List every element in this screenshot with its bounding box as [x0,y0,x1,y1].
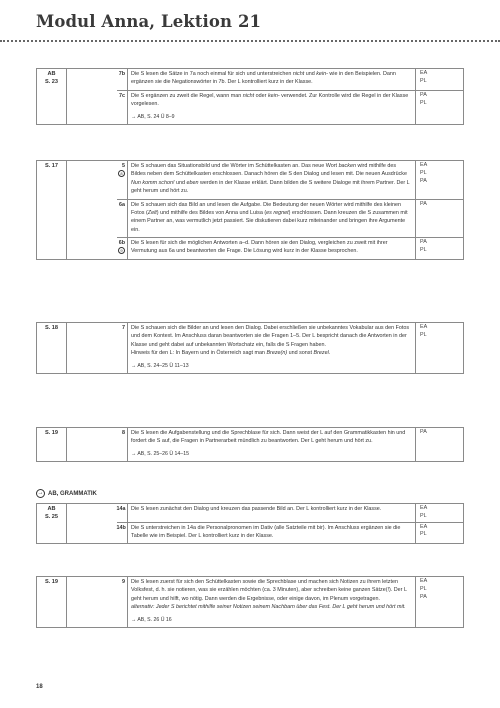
lesson-block-ab-s25 [36,503,464,544]
lesson-block-ab-s23 [36,68,464,125]
table-row: 6a Die S schauen sich das Bild an und lesen die Aufgabe. Die Bedeutung der neuen Wörter wird mithilfe des kleinen Fotos (Zelt) und mithilfe des Bildes von Anna und Luisa (es regnet) erschlossen. Dann kreuzen die S zusammen mit einem Partner an, was vermutlich jetzt passiert. Sie diskutieren dabei kurz miteinander und bringen ihre Argumente ein. PA [37,199,464,238]
exercise-number: 14b [117,522,128,544]
title-dotted-rule [0,40,500,42]
social-form: EA PL PA [416,577,464,628]
exercise-number: 9 [117,577,128,628]
social-form: PA PL [416,90,464,124]
social-form: PA PL [416,238,464,260]
social-form: EA PL [416,522,464,544]
table-row: S. 17 5 8 Die S schauen das Situationsbild und die Wörter im Schüttelkasten an. Das neue Wort backen wird mithilfe des Bildes neben dem Schüttelkasten erschlossen. Danach hören die S den Dialog und lesen mit. Die neuen Ausdrücke Nun komm schon! und eben werden in der Klasse erklärt. Dann bilden die S weitere Dialoge mit ihrem Partner. Der L geht herum und hört zu. EA PL PA [37,161,464,200]
exercise-number: 6a [117,199,128,238]
table-row: S. 18 7 Die S schauen sich die Bilder an und lesen den Dialog. Dabei erschließen sie unbekanntes Vokabular aus den Fotos und dem Kontext. Im Anschluss daran beantworten sie die Fragen 1–5. Der L bespricht danach die Antworten in der Klasse und geht dabei auf unbekannten Wortschatz ein, falls die S Fragen haben. Hinweis für den L: In Bayern und in Österreich sagt man Breze(n) und sonst Brezel. → AB, S. 24–25 Ü 11–13 EA PL [37,323,464,374]
exercise-text: Die S lesen für sich die möglichen Antworten a–d. Dann hören sie den Dialog, vergleichen zu zweit mit ihrer Vermutung aus 6a und beantworten die Frage. Die Lösung wird kurz in der Klasse besprochen. [128,238,416,260]
lesson-block-s19-b [36,576,464,628]
page-reference: S. 18 [37,323,67,374]
section-heading: → AB, GRAMMATIK [37,490,97,497]
exercise-number: 6b [118,240,125,246]
page-reference: S. 19 [37,428,67,462]
table-row [37,428,464,462]
social-form: PA [416,199,464,238]
lesson-block-s18 [36,322,464,374]
table-row: 7c Die S ergänzen zu zweit die Regel, wann man nicht oder kein- verwendet. Zur Kontrolle wird die Regel in der Klasse vorgelesen. → AB, S. 24 Ü 8–9 PA PL [37,90,464,124]
exercise-number: 7 [117,323,128,374]
workbook-reference: → AB, S. 24 Ü 8–9 [131,113,175,120]
workbook-reference: → AB, S. 25–26 Ü 14–15 [131,450,189,457]
exercise-number: 7c [117,90,128,124]
page-reference: AB S. 25 [37,504,67,544]
exercise-number: 14a [117,504,128,523]
page-reference: AB S. 23 [37,69,67,125]
social-form: PA [416,428,464,462]
arrow-right-circle-icon: → [37,490,44,496]
exercise-number: 5 [122,163,125,169]
audio-cd-icon: 9 [118,247,125,254]
page-title: Modul Anna, Lektion 21 [36,12,262,31]
workbook-reference: → AB, S. 24–25 Ü 11–13 [131,362,189,369]
exercise-text: Die S lesen zuerst für sich den Schüttelkasten sowie die Sprechblase und machen sich Notizen zu ihrem letzten Volksfest, d. h. sie notieren, was sie erzählen möchten (ca. 3 Minuten), aber schreiben keine ganzen Sätze(!). Der L geht herum und hilft, wo nötig. Dann werden die Ergebnisse, oder einige davon, im Plenum vorgetragen. [131,579,407,602]
exercise-text: Die S unterstreichen in 14a die Personalpronomen im Dativ (alle Satzteile mit bir). Im Anschluss ergänzen sie die Tabelle wie im Beispiel. Der L kontrolliert kurz in der Klasse. [128,522,416,544]
lesson-block-s17 [36,160,464,260]
page-number: 18 [36,684,43,690]
lesson-block-s19 [36,427,464,462]
page-reference: S. 17 [37,161,67,260]
exercise-text: Die S schauen sich die Bilder an und lesen den Dialog. Dabei erschließen sie unbekanntes Vokabular aus den Fotos und dem Kontext. Im Anschluss daran beantworten sie die Fragen 1–5. Der L bespricht danach die Antworten in der Klasse und geht dabei auf unbekannten Wortschatz ein, falls die S Fragen haben. [131,325,410,348]
audio-cd-icon: 8 [118,170,125,177]
social-form: EA PL PA [416,161,464,200]
table-row [37,504,464,523]
exercise-text: Die S lesen zunächst den Dialog und kreuzen das passende Bild an. Der L kontrolliert kurz in der Klasse. [128,504,416,523]
page-reference: S. 19 [37,577,67,628]
table-row: AB S. 23 7b Die S lesen die Sätze in 7a noch einmal für sich und unterstreichen nicht und kein- wie in den Beispielen. Dann ergänzen sie die Negationswörter in 7b. Der L kontrolliert kurz in der Klasse. EA PL [37,69,464,91]
exercise-number: 7b [117,69,128,91]
exercise-number: 8 [117,428,128,462]
social-form: EA PL [416,323,464,374]
social-form: EA PL [416,69,464,91]
alternative-note: alternativ: Jeder S berichtet mithilfe seiner Notizen seinem Nachbarn über das Fest. Der L geht herum und hört mit. [131,604,406,611]
workbook-reference: → AB, S. 26 Ü 16 [131,616,172,623]
social-form: EA PL [416,504,464,523]
table-row [37,577,464,628]
exercise-text: Die S lesen die Aufgabenstellung und die Sprechblase für sich. Dann weist der L auf den Grammatikkasten hin und fordert die S auf, die Fragen in Partnerarbeit mündlich zu beantworten. Der L geht herum und hört zu. [131,430,406,445]
